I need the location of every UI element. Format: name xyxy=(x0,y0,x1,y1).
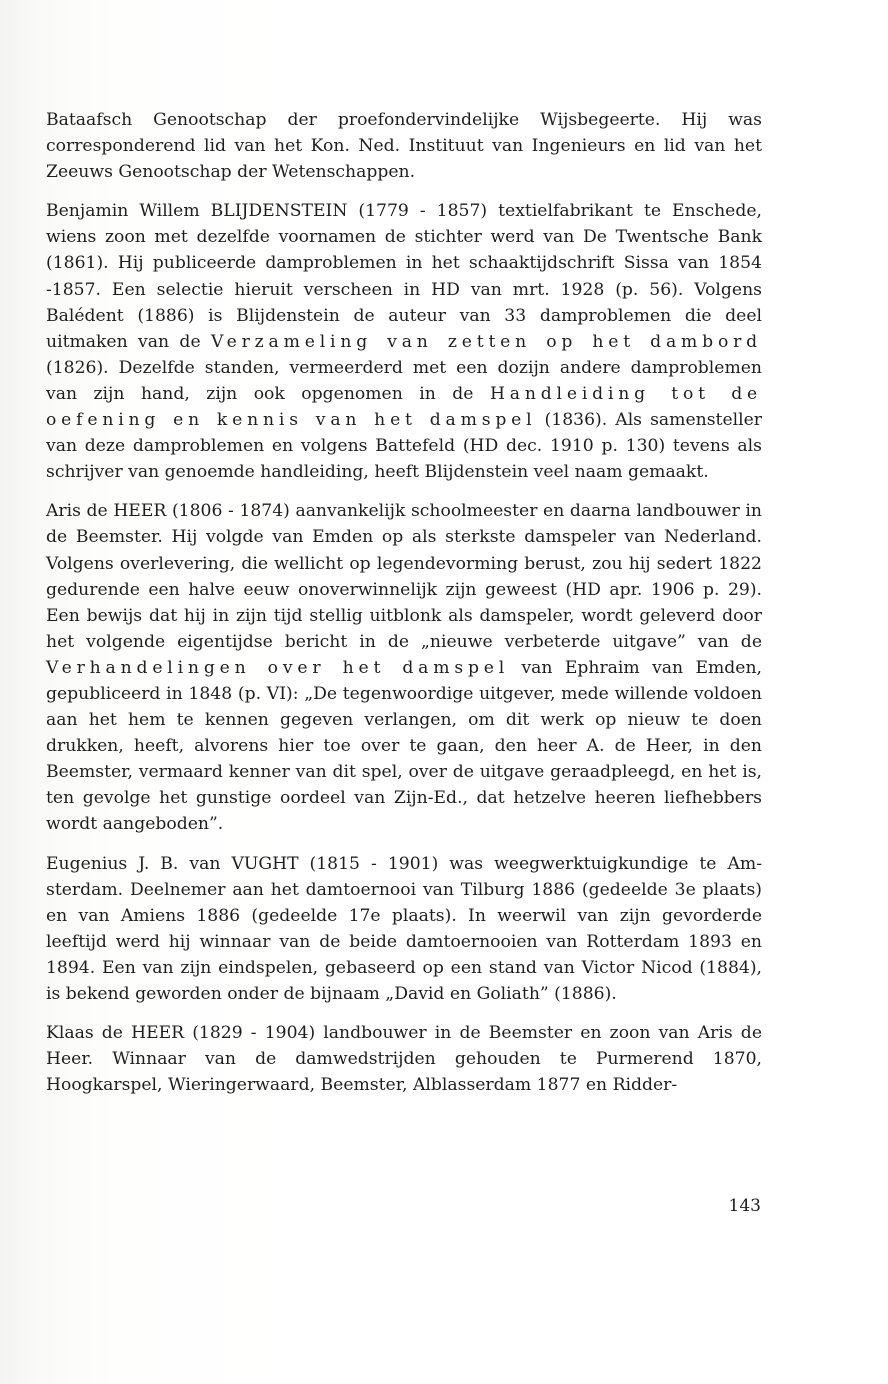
title-verhandelingen: Verhandelingen over het damspel xyxy=(46,657,510,678)
page-number: 143 xyxy=(728,1196,761,1216)
text-run: (1826). Dezelfde standen, vermeerderd met een dozijn andere damproblemen van zijn hand, zijn ook opgenomen in de xyxy=(46,357,762,404)
text-run: Aris de HEER (1806 - 1874) aanvankelijk schoolmeester en daarna landbouwer in de Beemster. Hij volgde van Emden op als sterkste damspeler van Nederland. Volgens overlevering, die wellicht op legendevorming berust, zou hij sedert 1822 gedurende een halve eeuw onoverwinnelijk zijn geweest (HD apr. 1906 p. 29). Een bewijs dat hij in zijn tijd stellig uitblonk als damspeler, wordt geleverd door het volgende eigentijdse bericht in de „nieuwe verbeterde uitgave” van de xyxy=(46,501,762,652)
text-run: Klaas de HEER (1829 - 1904) landbouwer in de Beemster en zoon van Aris de Heer. Winnaar van de damwedstrijden gehouden te Purmerend 1870, Hoogkarspel, Wieringerwaard, Beemster, Alblasserdam 1877 en Ridder- xyxy=(46,1023,762,1096)
title-handleiding: Handleiding tot de oefening en kennis van het damspel xyxy=(46,383,762,431)
text-run: van Ephraim van Emden, gepubliceerd in 1848 (p. VI): „De tegenwoordige uitgever, mede willende voldoen aan het hem te kennen gegeven verlangen, om dit werk op nieuw te doen drukken, heeft, alvorens hier toe over te gaan, den heer A. de Heer, in den Beemster, vermaard kenner van dit spel, over de uitgave geraadpleegd, en het is, ten gevolge het gunstige oordeel van Zijn-Ed., dat hetzelve heeren liefhebbers wordt aangeboden”. xyxy=(46,657,762,835)
text-run: Bataafsch Genootschap der proefondervindelijke Wijsbegeerte. Hij was corresponderend lid van het Kon. Ned. Instituut van Ingenieurs en lid van het Zeeuws Genootschap der Wetenschappen. xyxy=(46,110,762,183)
paragraph-vught xyxy=(46,851,762,1008)
paragraph-klaas-de-heer xyxy=(46,1020,762,1098)
text-run: Eugenius J. B. van VUGHT (1815 - 1901) was weegwerktuigkundige te Amsterdam. Deelnemer aan het damtoernooi van Tilburg 1886 (gedeelde 3e plaats) en van Amiens 1886 (gedeelde 17e plaats). In weerwil van zijn gevorderde leeftijd werd hij winnaar van de beide damtoernooien van Rotterdam 1893 en 1894. Een van zijn eindspelen, gebaseerd op een stand van Victor Nicod (1884), is bekend geworden onder de bijnaam „David en Goliath” (1886). xyxy=(46,853,762,1004)
body-text xyxy=(46,107,762,1111)
paragraph-aris-de-heer xyxy=(46,498,762,837)
title-verzameling: Verzameling van zetten op het dambord xyxy=(210,331,762,352)
paragraph-genootschap xyxy=(46,107,762,185)
text-run: Benjamin Willem BLIJDENSTEIN (1779 - 1857) textielfabrikant te Enschede, wiens zoon met dezelfde voornamen de stichter werd van De Twentsche Bank (1861). Hij publiceerde damproblemen in het schaaktijdschrift Sissa van 1854 -1857. Een selectie hieruit verscheen in HD van mrt. 1928 (p. 56). Volgens Balédent (1886) is Blijdenstein de auteur van 33 damproblemen die deel uitmaken van de xyxy=(46,201,762,352)
text-run: (1836). Als samensteller van deze damproblemen en volgens Battefeld (HD dec. 1910 p. 130) tevens als schrijver van genoemde handleiding, heeft Blijdenstein veel naam gemaakt. xyxy=(46,410,762,483)
paragraph-blijdenstein xyxy=(46,198,762,485)
